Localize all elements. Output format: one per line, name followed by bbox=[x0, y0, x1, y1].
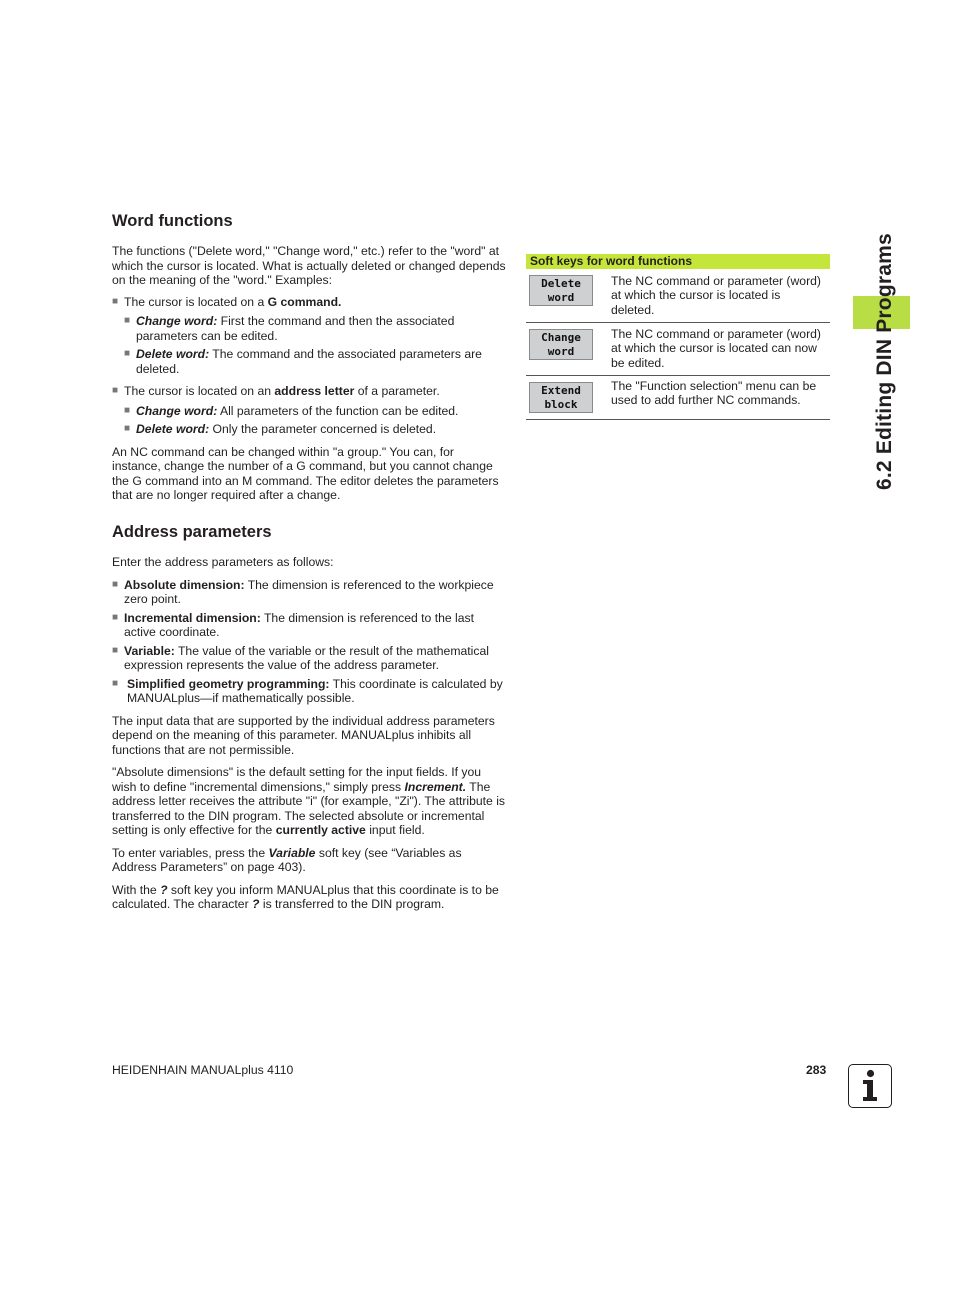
softkey-table-header: Soft keys for word functions bbox=[526, 254, 830, 269]
table-row bbox=[526, 323, 830, 376]
footer-manual-title: HEIDENHAIN MANUALplus 4110 bbox=[112, 1063, 294, 1077]
bullet-square-icon: ■ bbox=[112, 644, 119, 656]
address-parameters-p4: With the ? soft key you inform MANUALplus that this coordinate is to be calculated. The character ? is transferred to the DIN program. bbox=[112, 882, 499, 911]
list-item: ■ Delete word: Only the parameter concerned is deleted. bbox=[124, 422, 437, 436]
bullet-square-icon: ■ bbox=[112, 677, 119, 689]
address-parameters-intro: Enter the address parameters as follows: bbox=[112, 555, 334, 569]
list-item: ■ Change word: First the command and then the associated parameters can be edited. bbox=[124, 314, 455, 343]
address-parameters-body bbox=[112, 555, 506, 912]
bullet-square-icon: ■ bbox=[124, 348, 131, 359]
bullet-square-icon: ■ bbox=[124, 315, 131, 326]
table-cell-desc: The NC command or parameter (word) at which the cursor is located can now be edited. bbox=[611, 327, 821, 370]
address-parameters-p3: To enter variables, press the Variable soft key (see “Variables as Address Parameters” on page 403). bbox=[112, 845, 462, 874]
bullet-square-icon: ■ bbox=[112, 578, 119, 590]
table-cell-desc: The "Function selection" menu can be used to add further NC commands. bbox=[611, 379, 817, 408]
chapter-side-title bbox=[835, 210, 896, 500]
list-item: ■ Absolute dimension: The dimension is referenced to the workpiece zero point. bbox=[112, 577, 494, 606]
chapter-side-title-text: 6.2 Editing DIN Programs bbox=[873, 233, 896, 490]
bullet-square-icon: ■ bbox=[124, 404, 131, 416]
delete-word-softkey[interactable]: Delete word bbox=[529, 275, 593, 306]
list-item: ■ Incremental dimension: The dimension is referenced to the last active coordinate. bbox=[112, 610, 474, 639]
bullet-square-icon: ■ bbox=[112, 611, 119, 623]
address-parameters-heading: Address parameters bbox=[112, 523, 272, 541]
list-item: ■ The cursor is located on a G command. bbox=[112, 294, 342, 309]
list-item: ■ Simplified geometry programming: This coordinate is calculated by MANUALplus—if mathematically possible. bbox=[112, 676, 503, 705]
bullet-square-icon: ■ bbox=[112, 295, 119, 307]
softkey-table bbox=[526, 254, 830, 420]
page-number: 283 bbox=[806, 1063, 827, 1077]
word-functions-outro: An NC command can be changed within "a group." You can, for instance, change the number of a G command, but you cannot change the G command into an M command. The editor deletes the parameters that are no longer required after a change. bbox=[112, 444, 499, 502]
address-parameters-p1: The input data that are supported by the individual address parameters depend on the meaning of this parameter. MANUALplus inhibits all functions that are not permissible. bbox=[112, 713, 495, 757]
list-item: ■ Variable: The value of the variable or the result of the mathematical expression represents the value of the address parameter. bbox=[112, 643, 489, 672]
word-functions-heading: Word functions bbox=[112, 212, 233, 230]
bullet-square-icon: ■ bbox=[124, 423, 131, 434]
list-item: ■ The cursor is located on an address letter of a parameter. bbox=[112, 384, 440, 398]
table-row bbox=[526, 269, 830, 323]
word-functions-body bbox=[112, 244, 506, 503]
table-cell-desc: The NC command or parameter (word) at which the cursor is located is deleted. bbox=[611, 274, 821, 317]
word-functions-intro: The functions ("Delete word," "Change word," etc.) refer to the "word" at which the cursor is located. What is actually deleted or changed depends on the meaning of the "word." Examples: bbox=[112, 244, 506, 287]
extend-block-softkey[interactable]: Extend block bbox=[529, 382, 593, 413]
address-parameters-p2: "Absolute dimensions" is the default setting for the input fields. If you wish to define "incremental dimensions," simply press Increment. The address letter receives the attribute "i" (for example, "Zi"). The attribute is transferred to the DIN program. The selected absolute or incremental setting is only effective for the currently active input field. bbox=[112, 765, 506, 837]
list-item: ■ Delete word: The command and the associated parameters are deleted. bbox=[124, 347, 482, 376]
list-item: ■ Change word: All parameters of the function can be edited. bbox=[124, 403, 459, 418]
info-icon bbox=[848, 1064, 892, 1108]
table-row bbox=[526, 376, 830, 420]
bullet-square-icon: ■ bbox=[112, 385, 119, 396]
change-word-softkey[interactable]: Change word bbox=[529, 329, 593, 360]
